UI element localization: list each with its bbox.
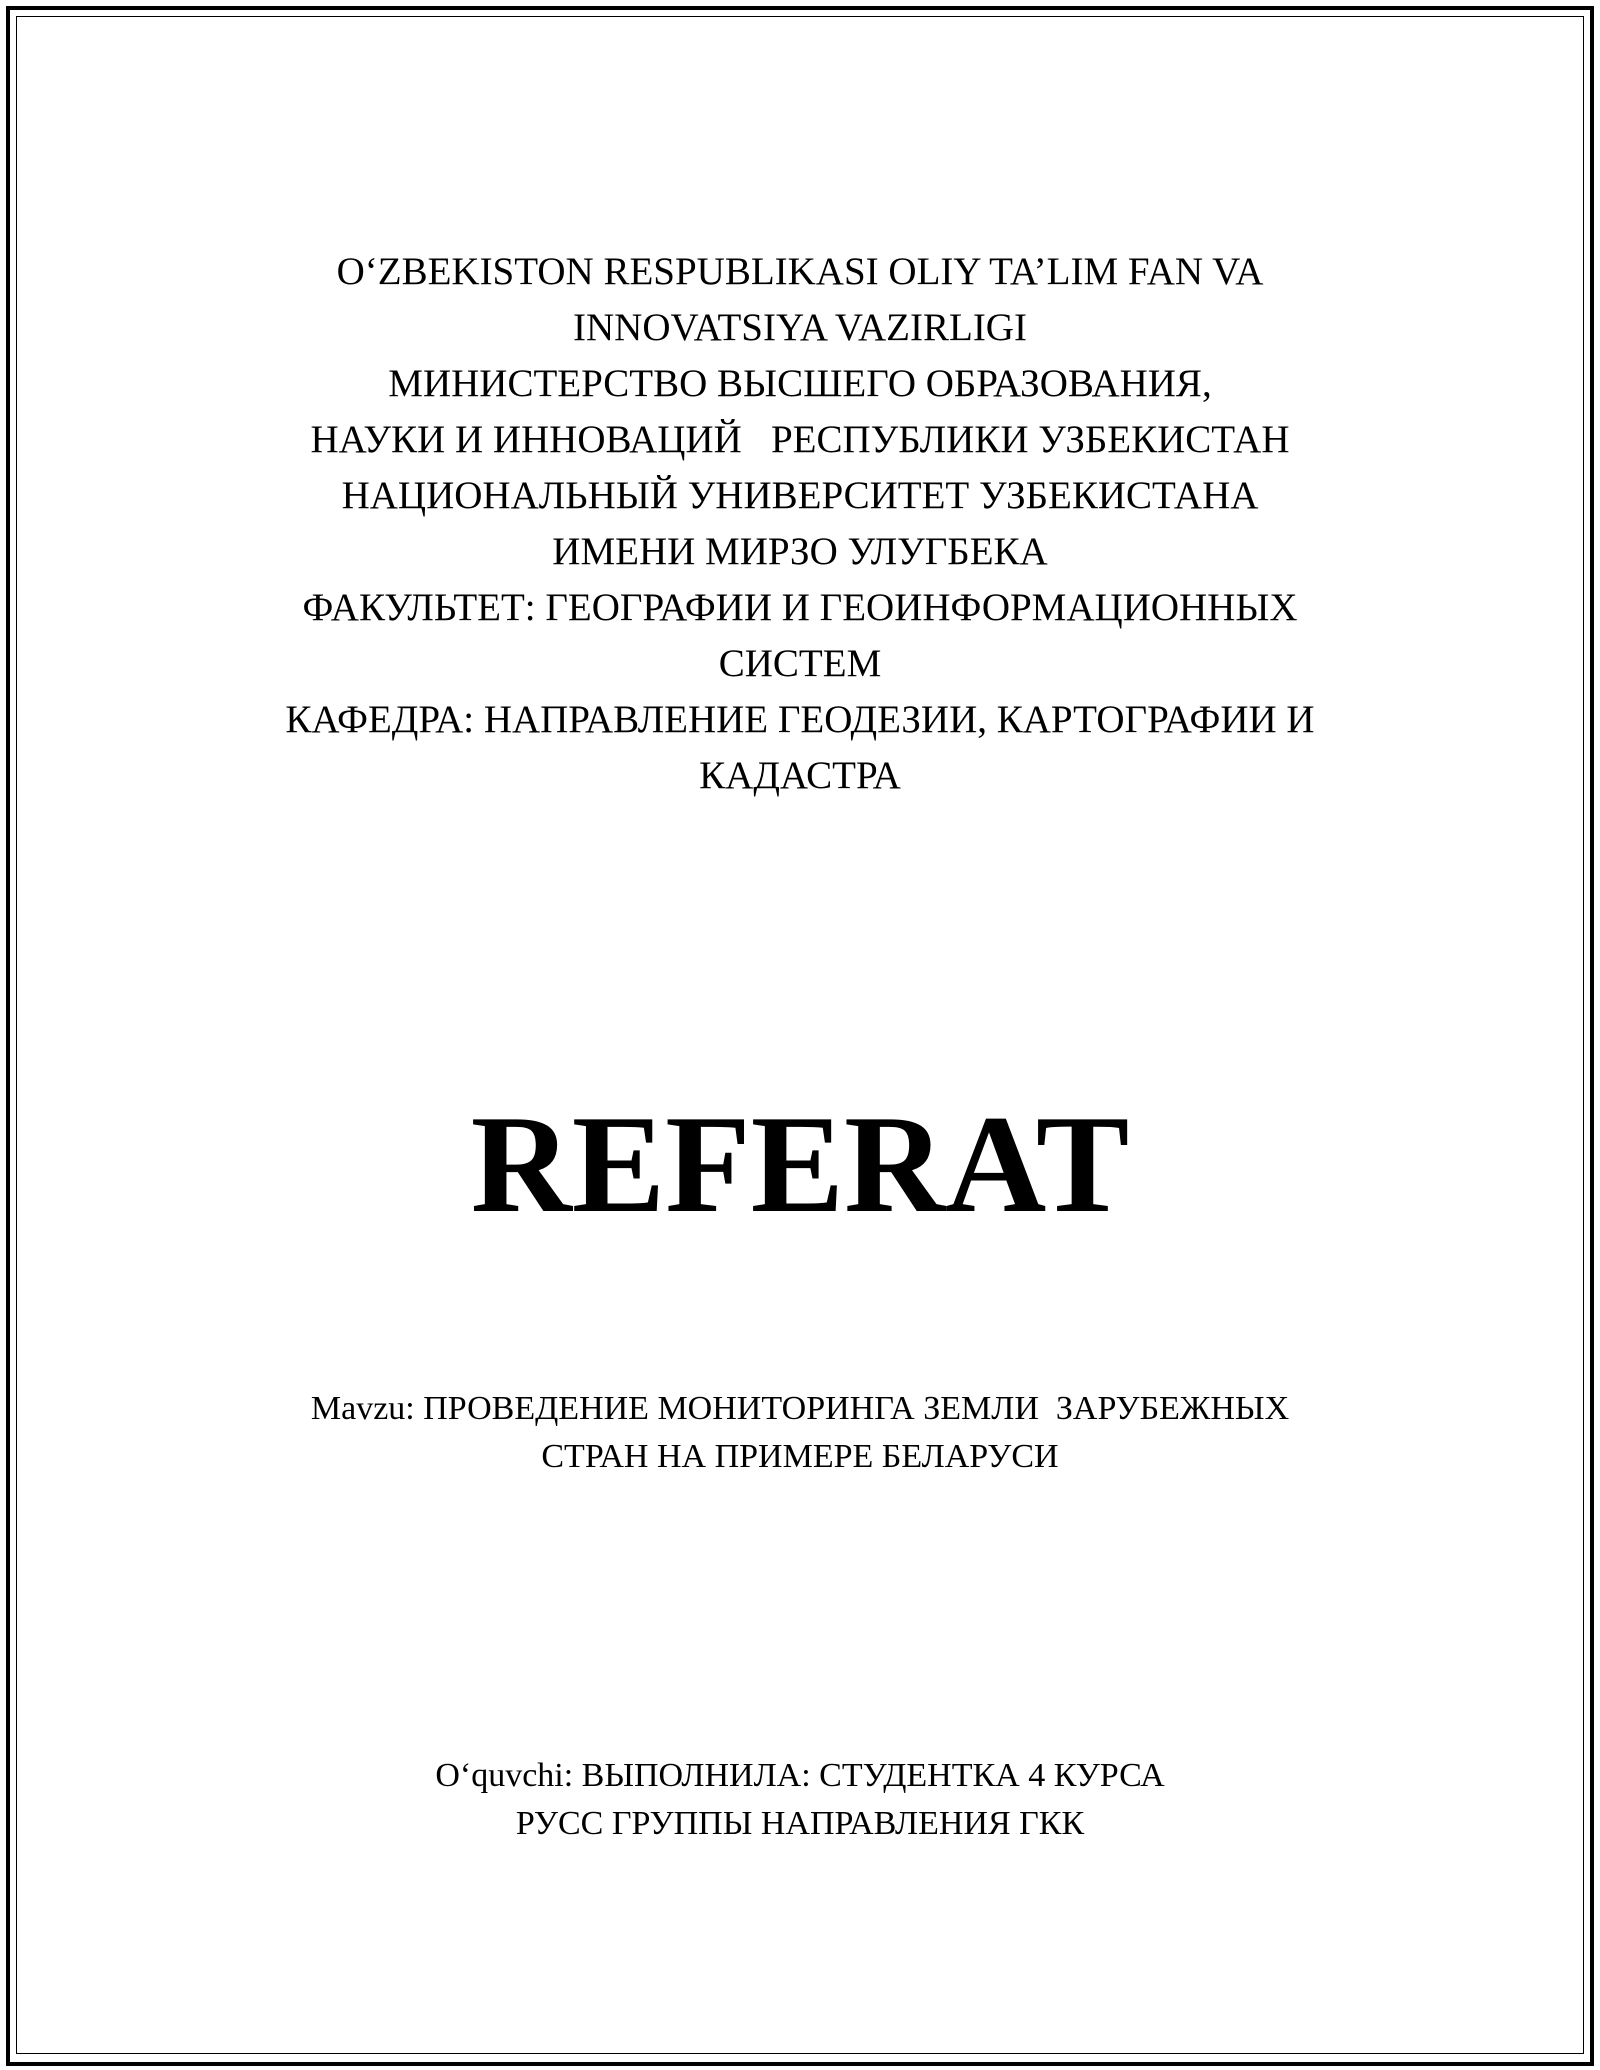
header-line: КАФЕДРА: НАПРАВЛЕНИЕ ГЕОДЕЗИИ, КАРТОГРАФИИ И	[285, 698, 1315, 741]
topic-line: СТРАН НА ПРИМЕРЕ БЕЛАРУСИ	[541, 1438, 1059, 1475]
institution-header	[0, 244, 1600, 804]
header-line: O‘ZBEKISTON RESPUBLIKASI OLIY TA’LIM FAN VA	[336, 250, 1264, 293]
header-line: МИНИСТЕРСТВО ВЫСШЕГО ОБРАЗОВАНИЯ,	[388, 362, 1212, 405]
header-line: НАЦИОНАЛЬНЫЙ УНИВЕРСИТЕТ УЗБЕКИСТАНА	[341, 474, 1259, 517]
header-line: КАДАСТРА	[699, 754, 901, 797]
header-line: ИМЕНИ МИРЗО УЛУГБЕКА	[552, 530, 1048, 573]
topic-line: Mavzu: ПРОВЕДЕНИЕ МОНИТОРИНГА ЗЕМЛИ ЗАРУБЕЖНЫХ	[310, 1390, 1290, 1427]
header-line: НАУКИ И ИННОВАЦИЙ РЕСПУБЛИКИ УЗБЕКИСТАН	[310, 418, 1290, 461]
document-title: REFERAT	[470, 1087, 1130, 1242]
header-line: INNOVATSIYA VAZIRLIGI	[573, 306, 1027, 349]
header-line: СИСТЕМ	[718, 642, 882, 685]
student-line: РУСС ГРУППЫ НАПРАВЛЕНИЯ ГКК	[515, 1805, 1085, 1842]
header-line: ФАКУЛЬТЕТ: ГЕОГРАФИИ И ГЕОИНФОРМАЦИОННЫХ	[302, 586, 1298, 629]
student-block	[0, 1752, 1600, 1848]
student-line: O‘quvchi: ВЫПОЛНИЛА: СТУДЕНТКА 4 КУРСА	[435, 1757, 1165, 1794]
topic-block	[0, 1385, 1600, 1481]
